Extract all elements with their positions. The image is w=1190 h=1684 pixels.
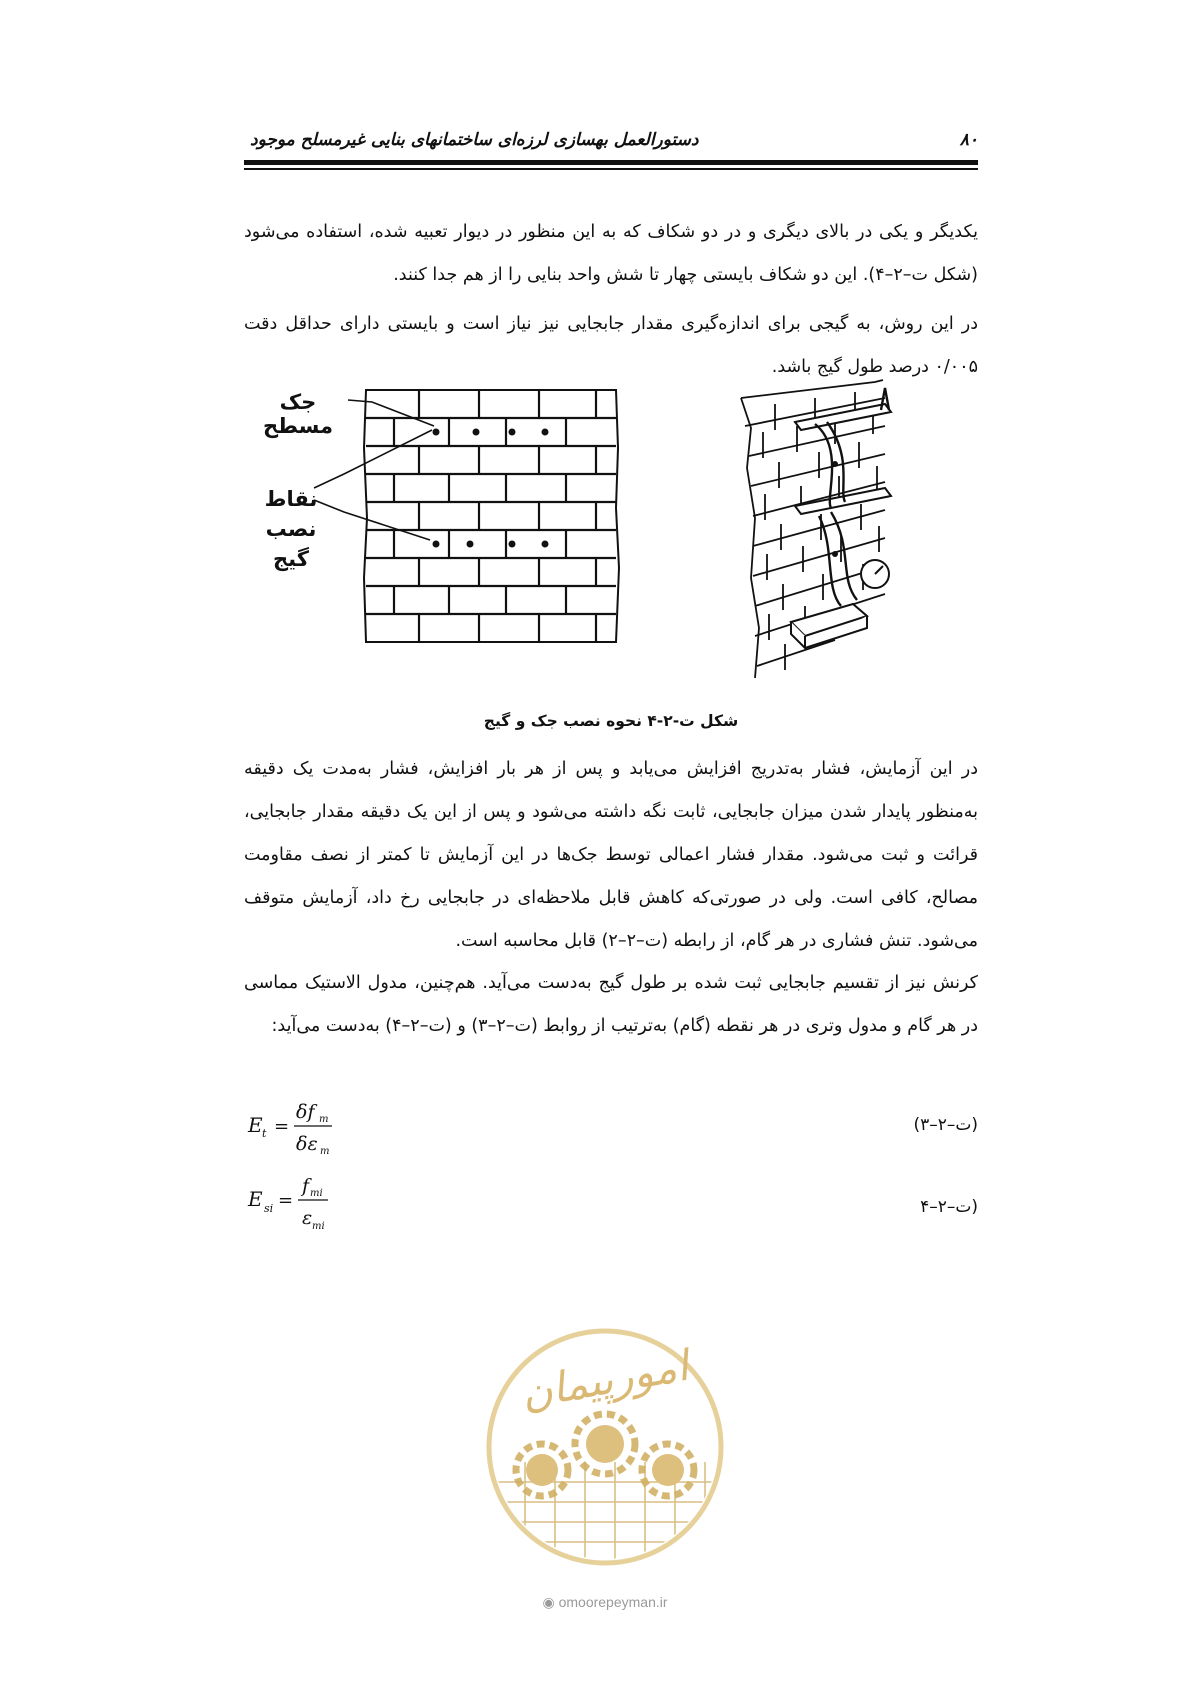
svg-text:mi: mi (312, 1221, 325, 1232)
equation-4-formula (244, 1176, 384, 1242)
svg-text:δf: δf (296, 1101, 315, 1123)
svg-text:m: m (319, 1114, 329, 1125)
svg-text:t: t (262, 1127, 267, 1140)
label-flat-jack: جک مسطح (263, 390, 333, 438)
equation-3-number: (ت–۲–۳) (913, 1115, 978, 1135)
svg-text:m: m (320, 1146, 330, 1157)
equation-4 (244, 1176, 978, 1242)
header-rule-thin (244, 168, 978, 170)
equation-4-number: (ت–۲–۴ (920, 1197, 978, 1217)
page-number: ۸۰ (959, 130, 978, 150)
watermark-url-text: omoorepeyman.ir (558, 1594, 668, 1610)
brick-wall-schematic (244, 388, 684, 648)
svg-text:E: E (248, 1187, 263, 1211)
svg-text:ε: ε (302, 1207, 313, 1229)
book-title: دستورالعمل بهسازی لرزه‌ای ساختمانهای بنایی غیرمسلح موجود (250, 130, 699, 150)
label-gauge-line1: نقاط نصب (264, 487, 318, 541)
paragraph-4: کرنش نیز از تقسیم جابجایی ثبت شده بر طول گیج به‌دست می‌آید. هم‌چنین، مدول الاستیک مماسی در هر گام و مدول وتری در هر نقطه (گام) به‌ترتیب از روابط (ت–۲–۳) و (ت–۲–۴) به‌دست می‌آید: (244, 973, 978, 1036)
equation-3-formula (244, 1094, 384, 1160)
paragraph-1: یکدیگر و یکی در بالای دیگری و در دو شکاف که به این منظور در دیوار تعبیه شده، استفاده می‌شود (شکل ت–۲–۴). این دو شکاف بایستی چهار تا شش واحد بنایی را از هم جدا کنند. (244, 222, 978, 285)
header-rule-thick (244, 160, 978, 165)
equation-3 (244, 1094, 978, 1160)
logo-script-text: امورپیمان (517, 1340, 692, 1419)
label-gauge-line2: گیج (273, 547, 309, 571)
paragraph-2: در این روش، به گیجی برای اندازه‌گیری مقدار جابجایی نیز نیاز است و بایستی دارای حداقل دقت ۰/۰۰۵ درصد طول گیج باشد. (244, 314, 978, 377)
figure-jack-schematic (244, 388, 684, 648)
paragraph-3: در این آزمایش، فشار به‌تدریج افزایش می‌یابد و پس از هر بار افزایش، فشار به‌مدت یک دقیقه به‌منظور پایدار شدن میزان جابجایی، ثابت نگه داشته می‌شود و پس از این یک دقیقه مقدار جابجایی، قرائت و ثبت می‌شود. مقدار فشار اعمالی توسط جک‌ها در این آزمایش تا کمتر از نصف مقاومت مصالح، کافی است. ولی در صورتی‌که کاهش قابل ملاحظه‌ای در جابجایی رخ داد، آزمایش متوقف می‌شود. تنش فشاری در هر گام، از رابطه (ت–۲–۲) قابل محاسبه است. (244, 759, 978, 951)
svg-text:mi: mi (310, 1188, 323, 1199)
figure-jack-perspective (735, 378, 965, 698)
figure-caption: شکل ت-۲-۴ نحوه نصب جک و گیج (483, 712, 739, 730)
svg-text:si: si (264, 1202, 274, 1215)
svg-text:f: f (302, 1176, 310, 1197)
svg-text:E: E (248, 1113, 263, 1137)
watermark-url: ◉ omoorepeyman.ir (542, 1594, 668, 1610)
omoorepeyman-logo (480, 1302, 730, 1592)
svg-text:δε: δε (296, 1133, 318, 1155)
svg-text:=: = (278, 1190, 294, 1211)
page-header (244, 128, 978, 158)
svg-text:=: = (274, 1116, 290, 1137)
